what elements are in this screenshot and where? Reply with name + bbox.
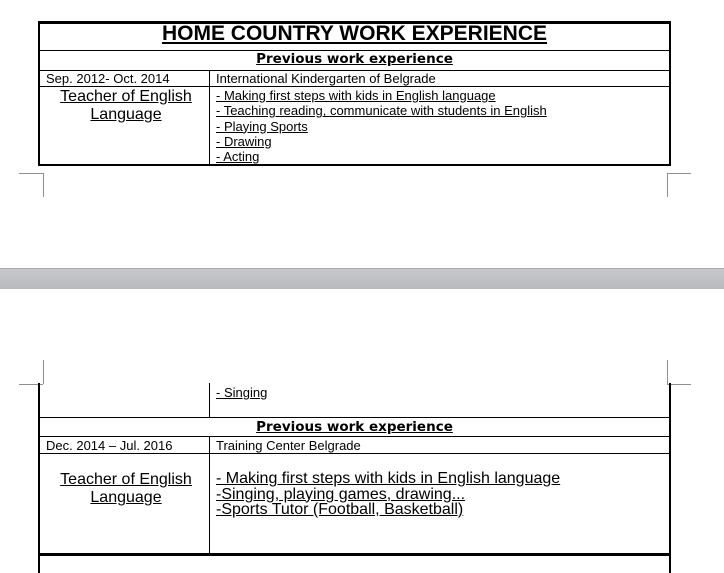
duty-item[interactable]: - Teaching reading, communicate with students in English — [216, 103, 547, 119]
subheading-row — [40, 418, 669, 437]
position — [46, 471, 206, 507]
subheading[interactable]: Previous work experience — [256, 419, 453, 435]
duties-list-continued — [216, 385, 665, 400]
position-line-2[interactable]: Language — [90, 106, 162, 123]
page-break-gap — [0, 268, 724, 290]
period[interactable]: Dec. 2014 – Jul. 2016 — [46, 438, 173, 453]
section-title[interactable]: HOME COUNTRY WORK EXPERIENCE — [161, 22, 548, 45]
crop-mark — [43, 360, 45, 384]
crop-mark — [667, 360, 669, 384]
duties-list — [216, 471, 665, 518]
duty-item[interactable]: - Drawing — [216, 133, 272, 149]
employer[interactable]: International Kindergarten of Belgrade — [216, 71, 436, 86]
period[interactable]: Sep. 2012- Oct. 2014 — [46, 71, 170, 86]
position-line-1[interactable]: Teacher of English — [60, 471, 192, 488]
table-bottom-border — [38, 553, 671, 556]
duty-item[interactable]: -Sports Tutor (Football, Basketball) — [216, 501, 464, 518]
column-divider — [209, 383, 210, 417]
subheading[interactable]: Previous work experience — [256, 51, 453, 67]
document-page-2 — [0, 289, 724, 573]
column-divider — [209, 71, 210, 164]
column-divider — [209, 437, 210, 553]
continued-row — [40, 383, 669, 418]
position — [46, 88, 206, 124]
position-line-2[interactable]: Language — [90, 489, 162, 506]
period-row — [40, 71, 669, 87]
crop-mark — [43, 173, 45, 197]
document-page-1 — [0, 0, 724, 268]
duty-item[interactable]: - Singing — [216, 385, 268, 400]
duties-list — [216, 88, 665, 164]
period-row — [40, 437, 669, 454]
title-row — [40, 24, 669, 51]
duty-item[interactable]: - Making first steps with kids in English language — [216, 470, 561, 487]
work-experience-table-2 — [38, 383, 671, 573]
crop-mark — [19, 173, 43, 175]
duty-item[interactable]: - Playing Sports — [216, 118, 308, 134]
work-experience-table-1 — [38, 21, 671, 166]
duty-item[interactable]: - Making first steps with kids in English language — [216, 88, 496, 103]
crop-mark — [667, 173, 669, 197]
duty-item[interactable]: - Acting — [216, 149, 260, 165]
duty-item[interactable]: -Singing, playing games, drawing... — [216, 485, 466, 503]
position-line-1[interactable]: Teacher of English — [60, 88, 192, 105]
crop-mark — [667, 173, 691, 175]
employer[interactable]: Training Center Belgrade — [216, 438, 361, 453]
subheading-row — [40, 51, 669, 71]
